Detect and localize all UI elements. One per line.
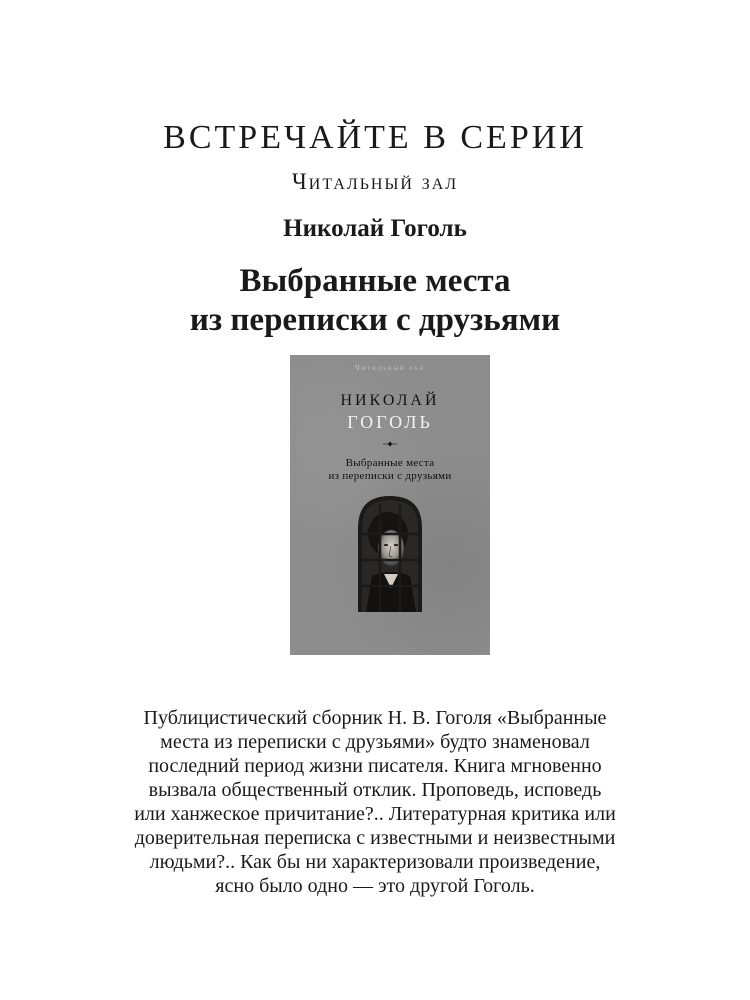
- blurb-text: [0, 706, 750, 898]
- book-title: [0, 262, 750, 340]
- blurb-line: или ханжеское причитание?.. Литературная критика или: [134, 803, 616, 825]
- blurb-line: Публицистический сборник Н. В. Гоголя «Выбранные: [143, 707, 607, 729]
- author-name: Николай Гоголь: [283, 215, 467, 242]
- series-name: Читальный зал: [291, 169, 459, 194]
- cover-title-line: из переписки с друзьями: [328, 470, 452, 482]
- blurb-line: доверительная переписка с известными и неизвестными: [134, 827, 616, 849]
- cover-author-first-name: НИКОЛАЙ: [340, 392, 440, 409]
- blurb-line: ясно было одно — это другой Гоголь.: [215, 875, 535, 897]
- blurb-line: людьми?.. Как бы ни характеризовали произведение,: [149, 851, 601, 873]
- cover-series-label: Читальный зал: [355, 364, 425, 372]
- blurb-line: вызвала общественный отклик. Проповедь, исповедь: [148, 779, 602, 801]
- cover-title-line: Выбранные места: [345, 457, 435, 469]
- book-title-line: Выбранные места: [239, 263, 511, 299]
- series-heading: ВСТРЕЧАЙТЕ В СЕРИИ: [163, 119, 587, 156]
- blurb-line: последний период жизни писателя. Книга мгновенно: [148, 755, 602, 777]
- portrait-in-arched-window: [358, 496, 422, 612]
- blurb-line: места из переписки с друзьями» будто знаменовал: [160, 731, 590, 753]
- diamond-ornament-icon: [383, 441, 397, 447]
- book-cover: [290, 355, 490, 655]
- cover-author-last-name: ГОГОЛЬ: [347, 412, 433, 432]
- cover-publisher-mark: ···: [385, 638, 395, 644]
- cover-title: [290, 457, 490, 483]
- book-title-line: из переписки с друзьями: [189, 302, 561, 338]
